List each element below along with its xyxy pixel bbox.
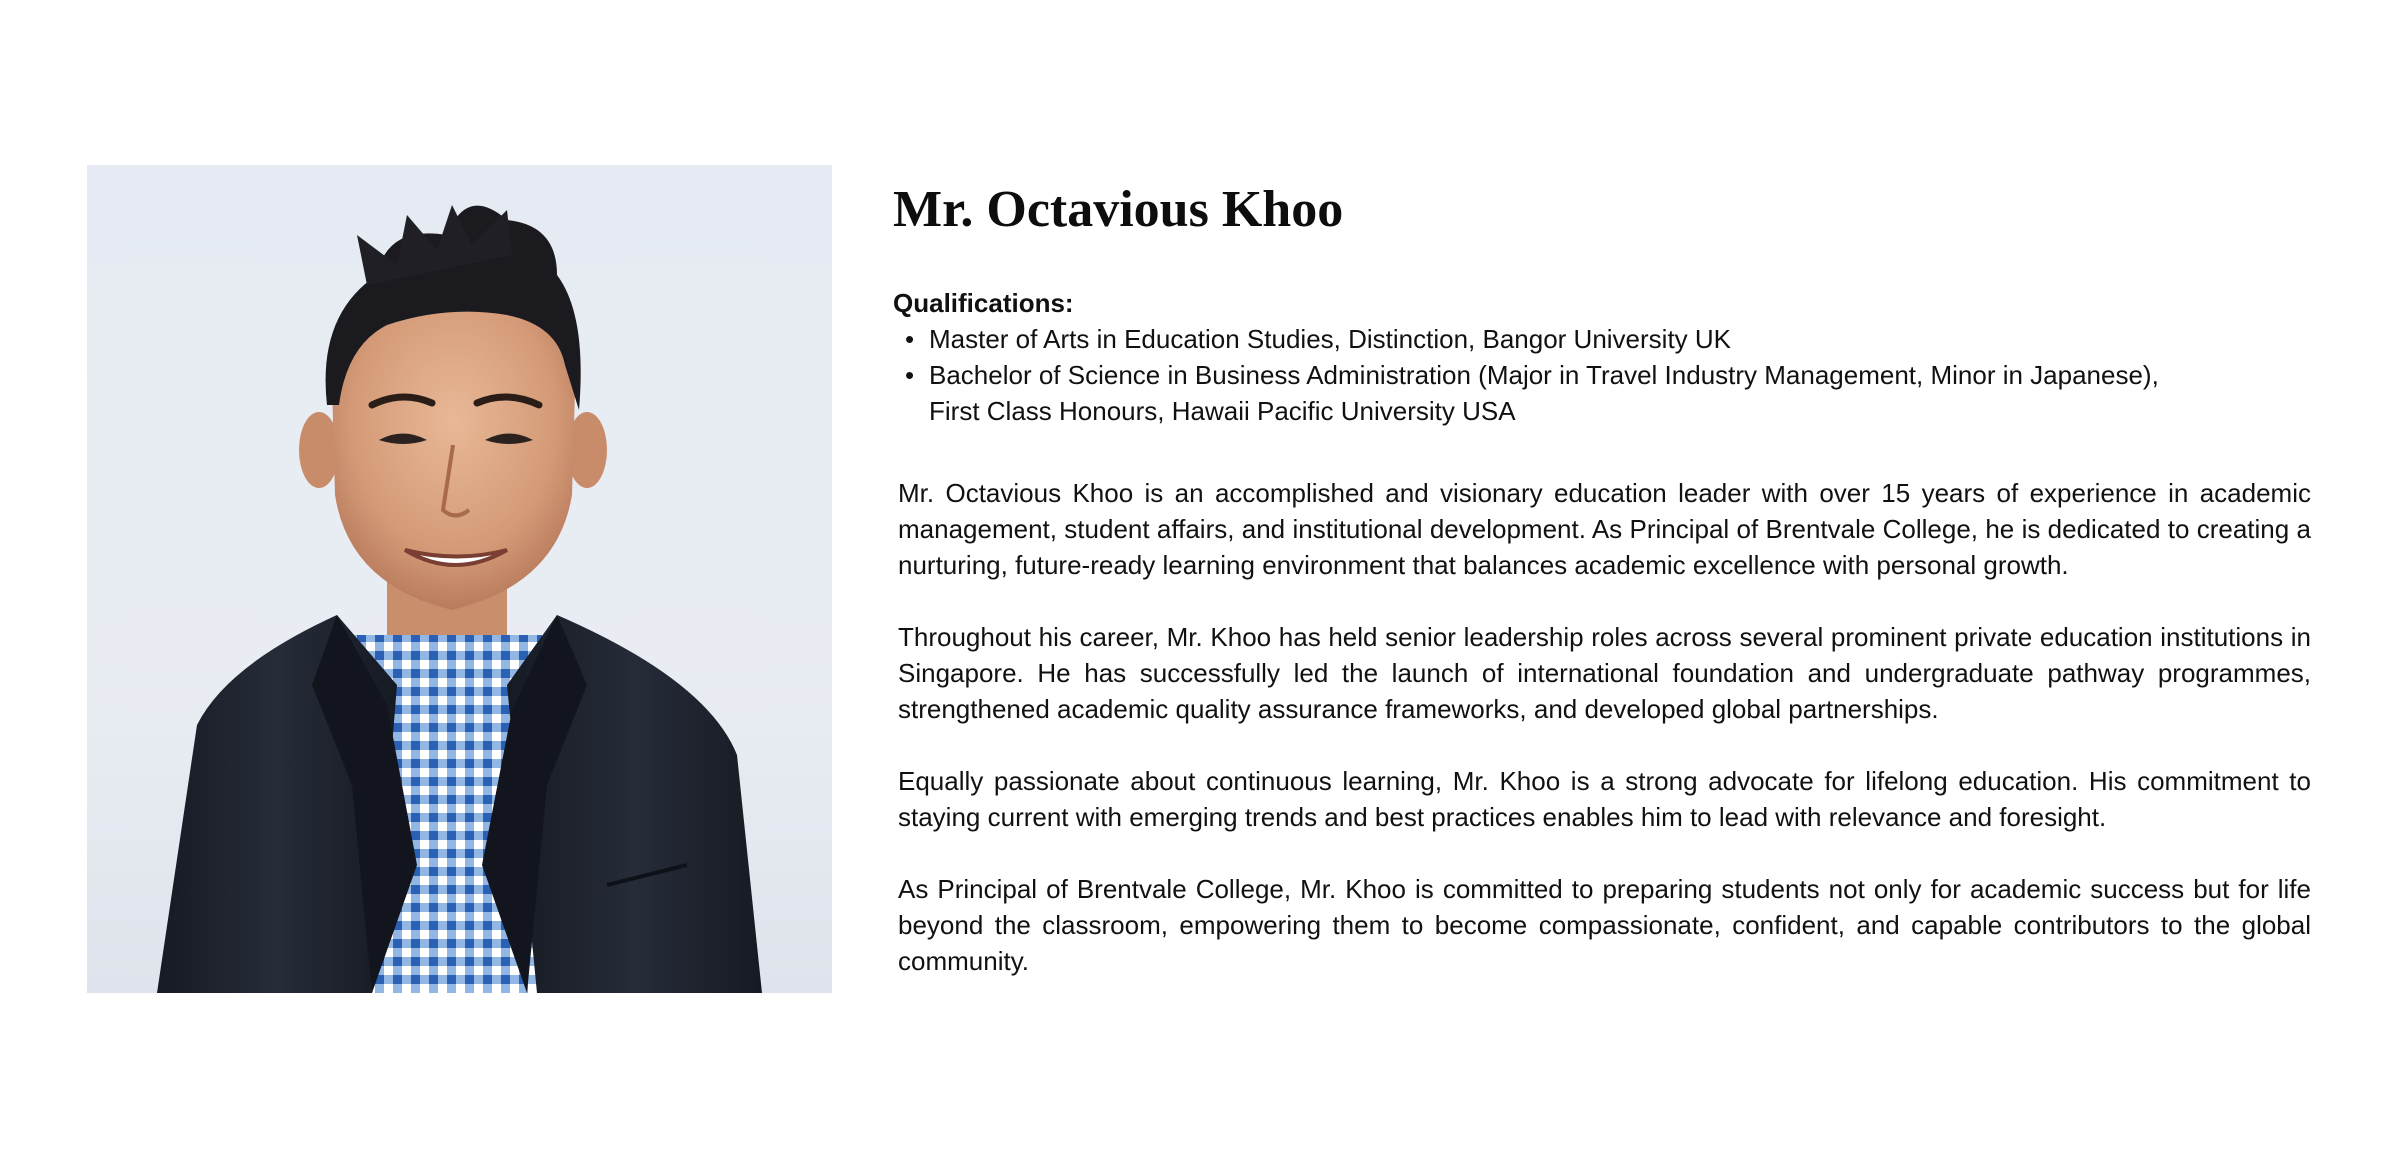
portrait-illustration: [87, 165, 832, 993]
qualification-item: [893, 357, 2313, 429]
qualification-text: Bachelor of Science in Business Administration (Major in Travel Industry Management, Minor in Japanese),: [929, 360, 2159, 390]
qualifications-heading: Qualifications:: [893, 288, 1074, 318]
profile-name: Mr. Octavious Khoo: [893, 181, 1344, 238]
biography: [893, 475, 2311, 979]
profile-content: [893, 175, 2313, 1015]
qualification-item: [893, 321, 2313, 357]
bullet-icon: •: [905, 324, 915, 354]
qualifications-section: [893, 285, 2313, 429]
bio-paragraph: As Principal of Brentvale College, Mr. Khoo is committed to preparing students not only for academic success but for life beyond the classroom, empowering them to become compassionate, confident, and capable contributors to the global community.: [898, 874, 2311, 976]
qualifications-list: [893, 321, 2313, 429]
bullet-icon: •: [905, 360, 915, 390]
bio-paragraph: Mr. Octavious Khoo is an accomplished and visionary education leader with over 15 years of experience in academic management, student affairs, and institutional development. As Principal of Brentvale College, he is dedicated to creating a nurturing, future-ready learning environment that balances academic excellence with personal growth.: [898, 478, 2311, 580]
bio-paragraph: Throughout his career, Mr. Khoo has held senior leadership roles across several prominent private education institutions in Singapore. He has successfully led the launch of international foundation and undergraduate pathway programmes, strengthened academic quality assurance frameworks, and developed global partnerships.: [898, 622, 2311, 724]
bio-paragraph: Equally passionate about continuous learning, Mr. Khoo is a strong advocate for lifelong education. His commitment to staying current with emerging trends and best practices enables him to lead with relevance and foresight.: [898, 766, 2311, 832]
qualification-text-continued: First Class Honours, Hawaii Pacific University USA: [929, 396, 1516, 426]
profile-photo: [87, 165, 832, 993]
qualification-text: Master of Arts in Education Studies, Distinction, Bangor University UK: [929, 324, 1732, 354]
